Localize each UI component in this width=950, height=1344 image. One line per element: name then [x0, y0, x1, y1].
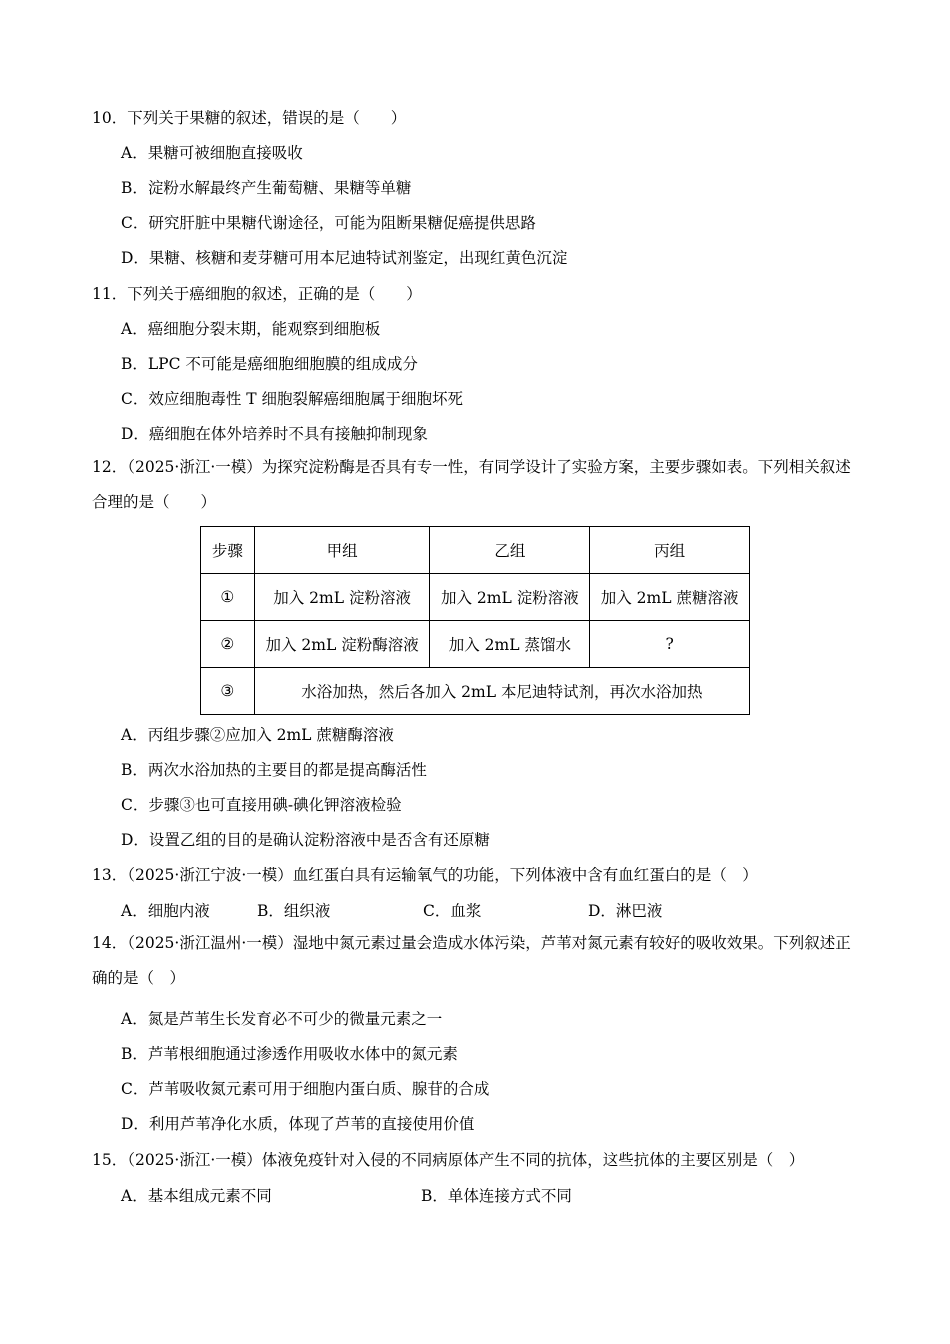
table-cell: 加入 2mL 淀粉溶液	[430, 574, 590, 621]
question-13-option-b: B．组织液	[257, 902, 331, 920]
question-14-option-a: A．氮是芦苇生长发育必不可少的微量元素之一	[121, 1010, 443, 1028]
question-15-stem: 15．（2025·浙江·一模）体液免疫针对入侵的不同病原体产生不同的抗体，这些抗体的主要区别是（ ）	[92, 1151, 805, 1169]
table-cell: ②	[201, 621, 255, 668]
question-14-option-b: B．芦苇根细胞通过渗透作用吸收水体中的氮元素	[121, 1045, 458, 1063]
table-cell: 加入 2mL 蔗糖溶液	[590, 574, 750, 621]
question-12-stem: 12．（2025·浙江·一模）为探究淀粉酶是否具有专一性，有同学设计了实验方案，主要步骤如表。下列相关叙述合理的是（ ）	[92, 458, 851, 511]
table-header-cell: 丙组	[590, 527, 750, 574]
table-cell: ①	[201, 574, 255, 621]
table-header-cell: 乙组	[430, 527, 590, 574]
question-14-option-c: C．芦苇吸收氮元素可用于细胞内蛋白质、腺苷的合成	[121, 1080, 490, 1098]
question-11-option-a: A．癌细胞分裂末期，能观察到细胞板	[121, 320, 381, 338]
question-10-option-c: C．研究肝脏中果糖代谢途径，可能为阻断果糖促癌提供思路	[121, 214, 536, 232]
question-12-option-c: C．步骤③也可直接用碘-碘化钾溶液检验	[121, 796, 402, 814]
question-13-option-c: C．血浆	[423, 902, 482, 920]
table-cell: 加入 2mL 蒸馏水	[430, 621, 590, 668]
table-header-cell: 甲组	[254, 527, 430, 574]
question-12-option-a: A．丙组步骤②应加入 2mL 蔗糖酶溶液	[121, 726, 394, 744]
experiment-steps-table	[200, 526, 750, 715]
table-header-row	[201, 527, 750, 574]
table-cell: ③	[201, 668, 255, 715]
question-12-option-d: D．设置乙组的目的是确认淀粉溶液中是否含有还原糖	[121, 831, 490, 849]
table-cell: ?	[590, 621, 750, 668]
question-14-option-d: D．利用芦苇净化水质，体现了芦苇的直接使用价值	[121, 1115, 475, 1133]
question-11-option-b: B．LPC 不可能是癌细胞细胞膜的组成成分	[121, 355, 418, 373]
table-row	[201, 621, 750, 668]
question-13-option-a: A．细胞内液	[121, 902, 210, 920]
table-header-cell: 步骤	[201, 527, 255, 574]
question-15-option-a: A．基本组成元素不同	[121, 1187, 272, 1205]
question-10-option-d: D．果糖、核糖和麦芽糖可用本尼迪特试剂鉴定，出现红黄色沉淀	[121, 249, 568, 267]
question-12-option-b: B．两次水浴加热的主要目的都是提高酶活性	[121, 761, 427, 779]
question-10-option-a: A．果糖可被细胞直接吸收	[121, 144, 303, 162]
question-10-option-b: B．淀粉水解最终产生葡萄糖、果糖等单糖	[121, 179, 412, 197]
question-13-option-d: D．淋巴液	[588, 902, 663, 920]
question-14-stem: 14．（2025·浙江温州·一模）湿地中氮元素过量会造成水体污染，芦苇对氮元素有较好的吸收效果。下列叙述正确的是（ ）	[92, 934, 851, 987]
table-row	[201, 668, 750, 715]
question-13-stem: 13．（2025·浙江宁波·一模）血红蛋白具有运输氧气的功能，下列体液中含有血红蛋白的是（ ）	[92, 866, 758, 884]
table-cell: 加入 2mL 淀粉酶溶液	[254, 621, 430, 668]
question-10-stem: 10．下列关于果糖的叙述，错误的是（ ）	[92, 109, 407, 127]
question-11-option-d: D．癌细胞在体外培养时不具有接触抑制现象	[121, 425, 428, 443]
question-15-option-b: B．单体连接方式不同	[421, 1187, 572, 1205]
table-cell: 加入 2mL 淀粉溶液	[254, 574, 430, 621]
question-11-option-c: C．效应细胞毒性 T 细胞裂解癌细胞属于细胞坏死	[121, 390, 464, 408]
table-cell-merged: 水浴加热，然后各加入 2mL 本尼迪特试剂，再次水浴加热	[254, 668, 749, 715]
question-11-stem: 11．下列关于癌细胞的叙述，正确的是（ ）	[92, 285, 422, 303]
table-row	[201, 574, 750, 621]
